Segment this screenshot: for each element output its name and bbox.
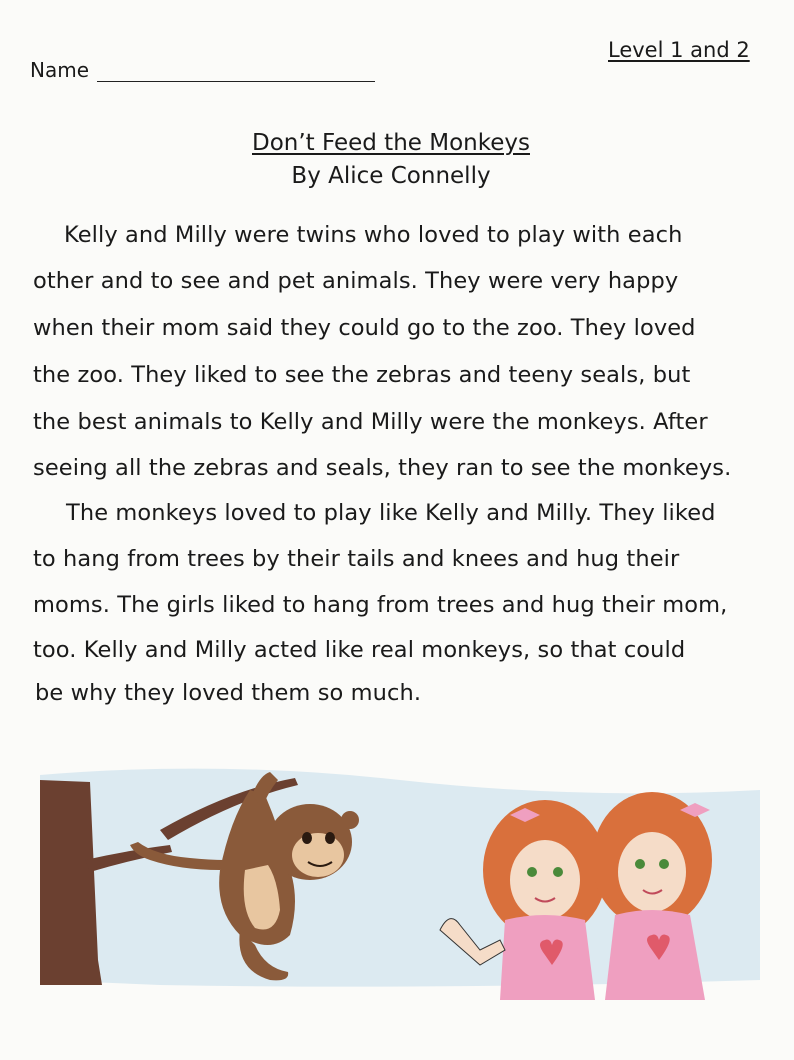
- story-line: seeing all the zebras and seals, they ran to see the monkeys.: [33, 455, 732, 481]
- story-line: Kelly and Milly were twins who loved to play with each: [64, 222, 683, 248]
- name-row: [30, 58, 375, 82]
- story-line: The monkeys loved to play like Kelly and Milly. They liked: [66, 500, 716, 526]
- story-title: Don’t Feed the Monkeys: [252, 130, 530, 156]
- name-blank-line: [97, 61, 375, 82]
- story-line: when their mom said they could go to the zoo. They loved: [33, 315, 696, 341]
- level-label: Level 1 and 2: [608, 38, 750, 62]
- story-line: the best animals to Kelly and Milly were the monkeys. After: [33, 409, 708, 435]
- story-author: By Alice Connelly: [291, 163, 491, 189]
- monkey-and-twins-illustration: [40, 760, 760, 1060]
- story-line: other and to see and pet animals. They were very happy: [33, 268, 679, 294]
- story-line: moms. The girls liked to hang from trees and hug their mom,: [33, 592, 728, 618]
- story-line: the zoo. They liked to see the zebras and teeny seals, but: [33, 362, 691, 388]
- story-line: be why they loved them so much.: [35, 680, 422, 706]
- story-line: to hang from trees by their tails and knees and hug their: [33, 546, 680, 572]
- story-line: too. Kelly and Milly acted like real monkeys, so that could: [33, 637, 686, 663]
- name-label: Name: [30, 58, 90, 82]
